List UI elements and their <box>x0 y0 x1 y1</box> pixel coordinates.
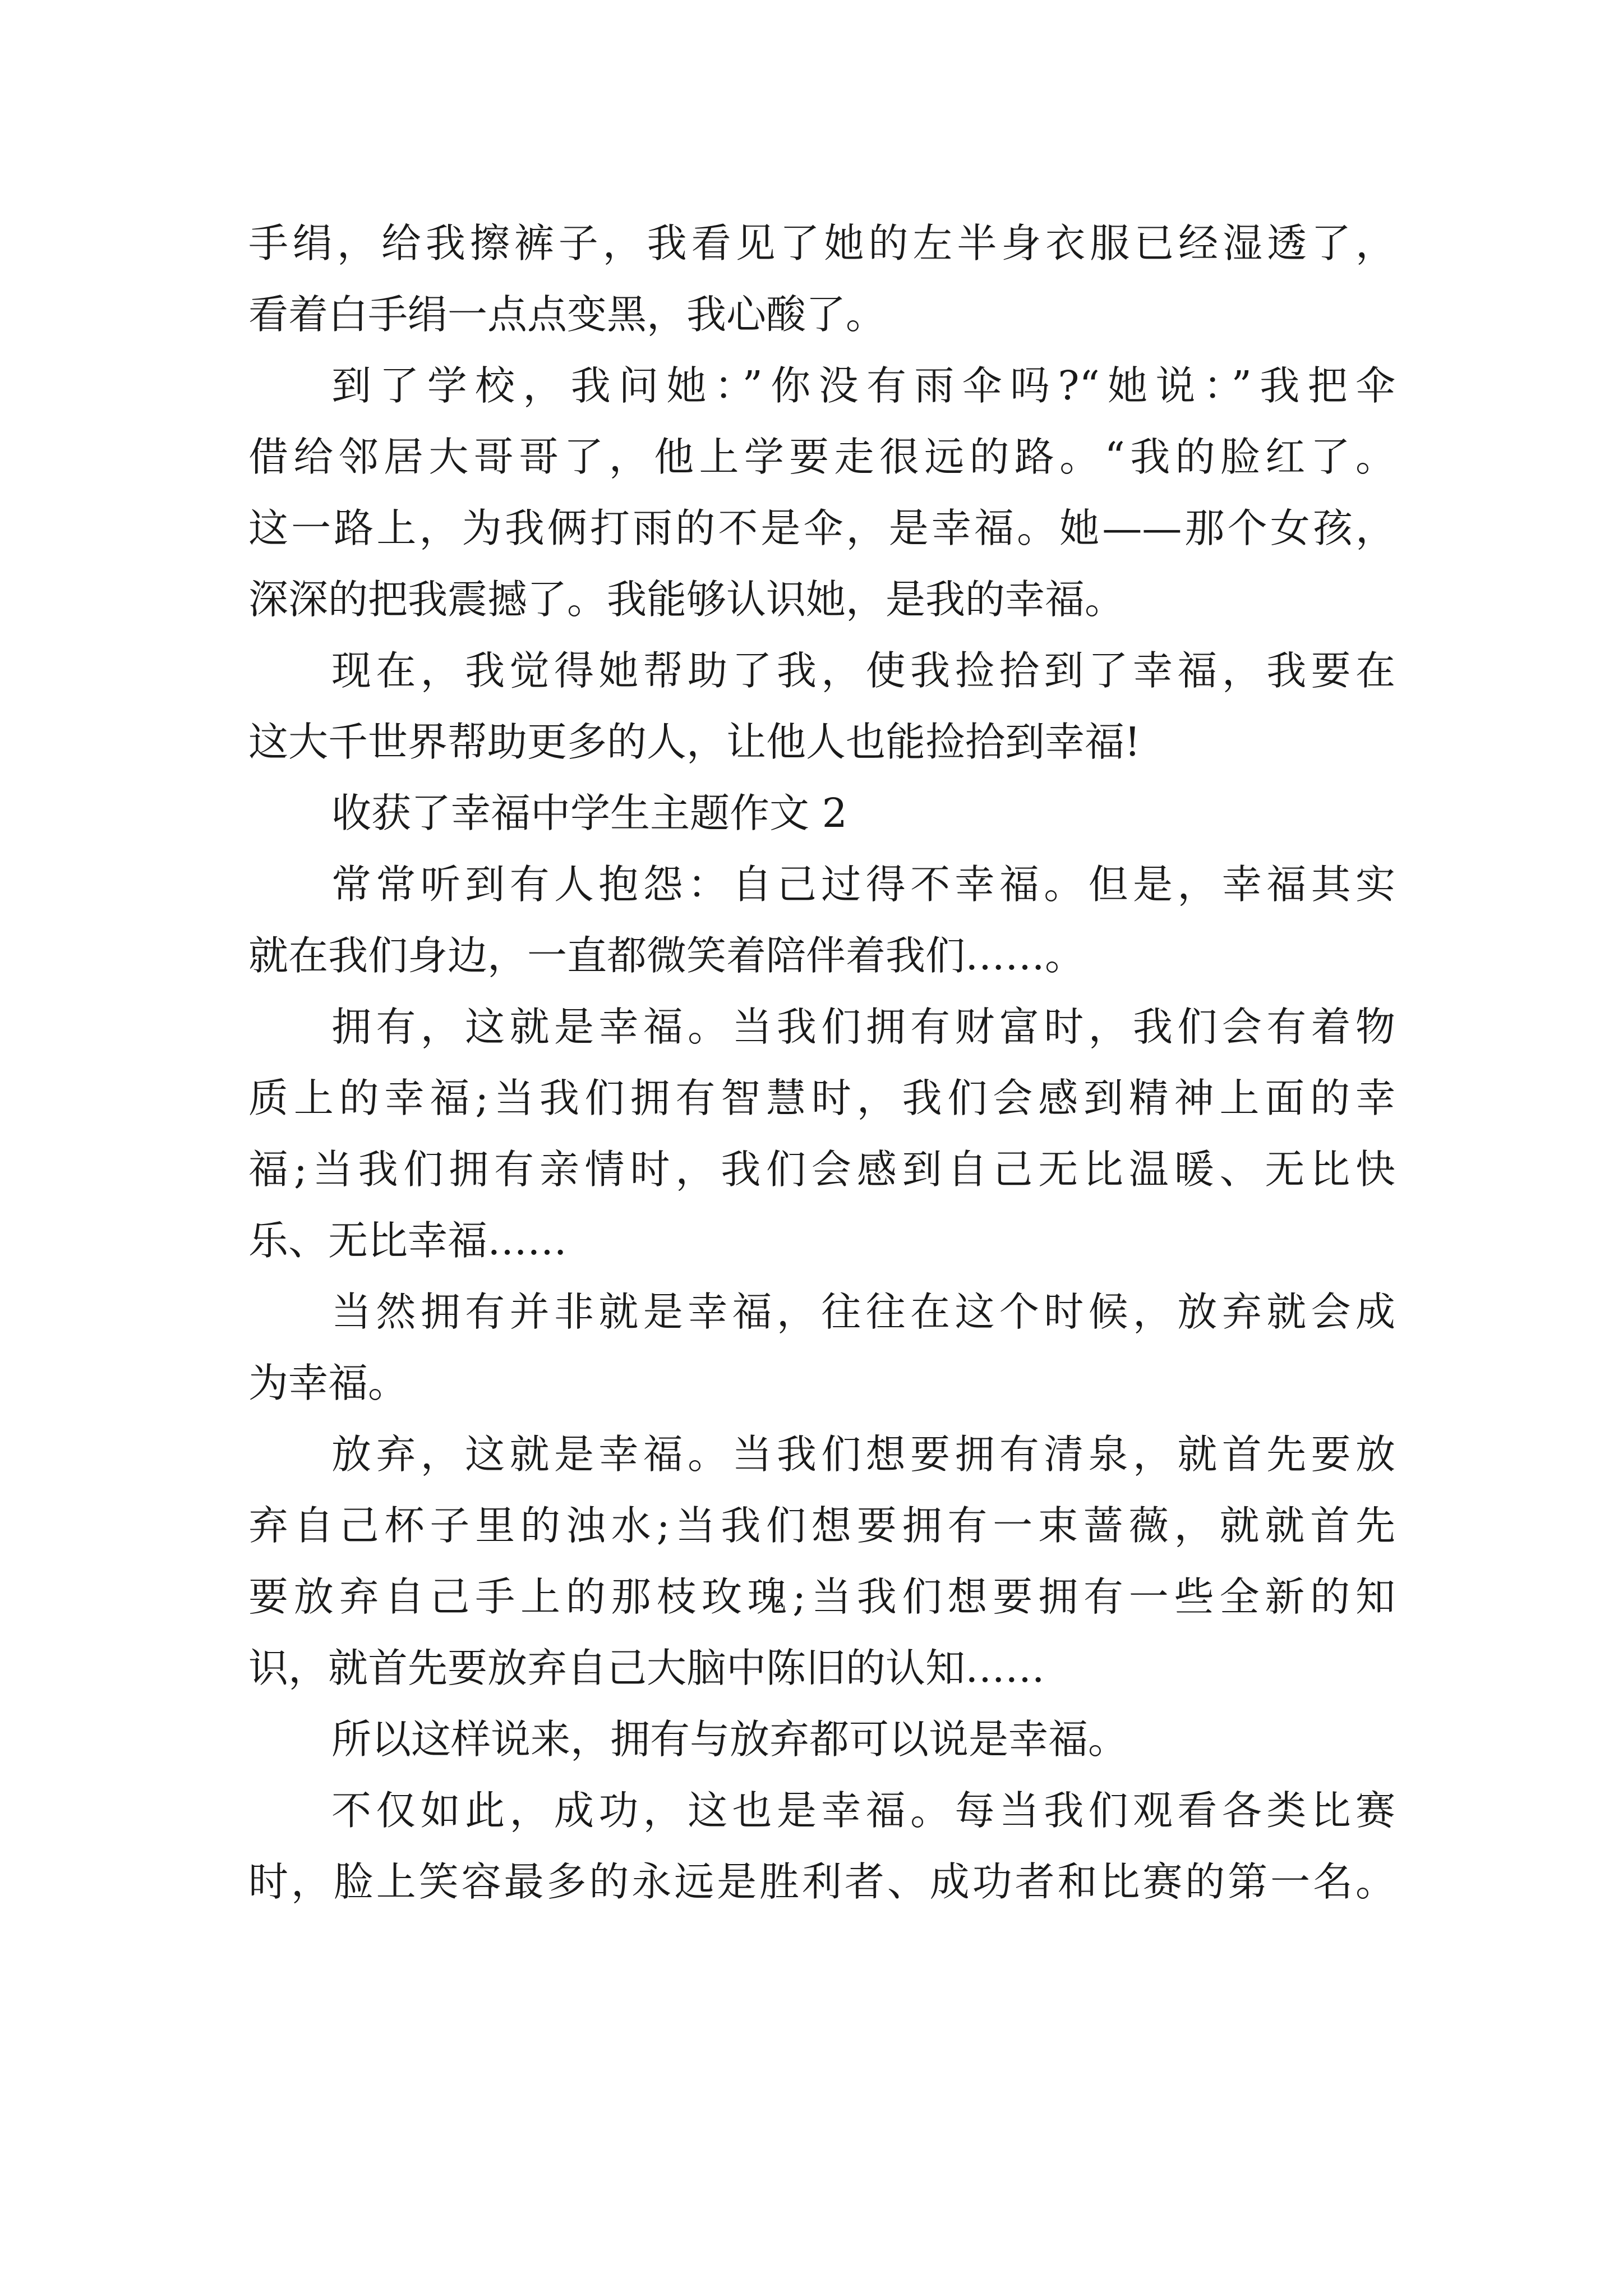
text-line: 时，脸上笑容最多的永远是胜利者、成功者和比赛的第一名。 <box>248 1858 1395 1905</box>
text-line: 就在我们身边，一直都微笑着陪伴着我们……。 <box>248 932 1085 979</box>
text-line: 为幸福。 <box>248 1360 408 1406</box>
text-line: 放弃，这就是幸福。当我们想要拥有清泉，就首先要放 <box>331 1431 1395 1478</box>
text-line: 这大千世界帮助更多的人，让他人也能捡拾到幸福! <box>248 719 1141 765</box>
text-line: 常常听到有人抱怨：自己过得不幸福。但是，幸福其实 <box>331 861 1395 908</box>
text-line: 借给邻居大哥哥了，他上学要走很远的路。“我的脸红了。 <box>248 434 1395 480</box>
text-line: 不仅如此，成功，这也是幸福。每当我们观看各类比赛 <box>331 1787 1395 1834</box>
text-line: 弃自己杯子里的浊水;当我们想要拥有一束蔷薇，就就首先 <box>248 1502 1395 1549</box>
document-body <box>248 208 1395 1917</box>
text-line: 乐、无比幸福…… <box>248 1217 568 1264</box>
text-line: 深深的把我震撼了。我能够认识她，是我的幸福。 <box>248 576 1125 623</box>
text-line: 拥有，这就是幸福。当我们拥有财富时，我们会有着物 <box>331 1004 1395 1050</box>
text-line: 福;当我们拥有亲情时，我们会感到自己无比温暖、无比快 <box>248 1146 1395 1193</box>
text-line: 当然拥有并非就是幸福，往往在这个时候，放弃就会成 <box>331 1289 1395 1335</box>
text-line: 这一路上，为我俩打雨的不是伞，是幸福。她——那个女孩， <box>248 505 1395 551</box>
text-line: 到了学校，我问她：”你没有雨伞吗?“她说：”我把伞 <box>331 362 1395 409</box>
text-line: 所以这样说来，拥有与放弃都可以说是幸福。 <box>331 1716 1128 1763</box>
text-line: 要放弃自己手上的那枝玫瑰;当我们想要拥有一些全新的知 <box>248 1573 1395 1620</box>
text-line: 收获了幸福中学生主题作文 2 <box>331 790 847 836</box>
text-line: 现在，我觉得她帮助了我，使我捡拾到了幸福，我要在 <box>331 647 1395 694</box>
text-line: 识，就首先要放弃自己大脑中陈旧的认知…… <box>248 1645 1045 1691</box>
text-line: 看着白手绢一点点变黑，我心酸了。 <box>248 291 886 338</box>
text-line: 手绢，给我擦裤子，我看见了她的左半身衣服已经湿透了， <box>248 220 1395 266</box>
text-line: 质上的幸福;当我们拥有智慧时，我们会感到精神上面的幸 <box>248 1075 1395 1121</box>
